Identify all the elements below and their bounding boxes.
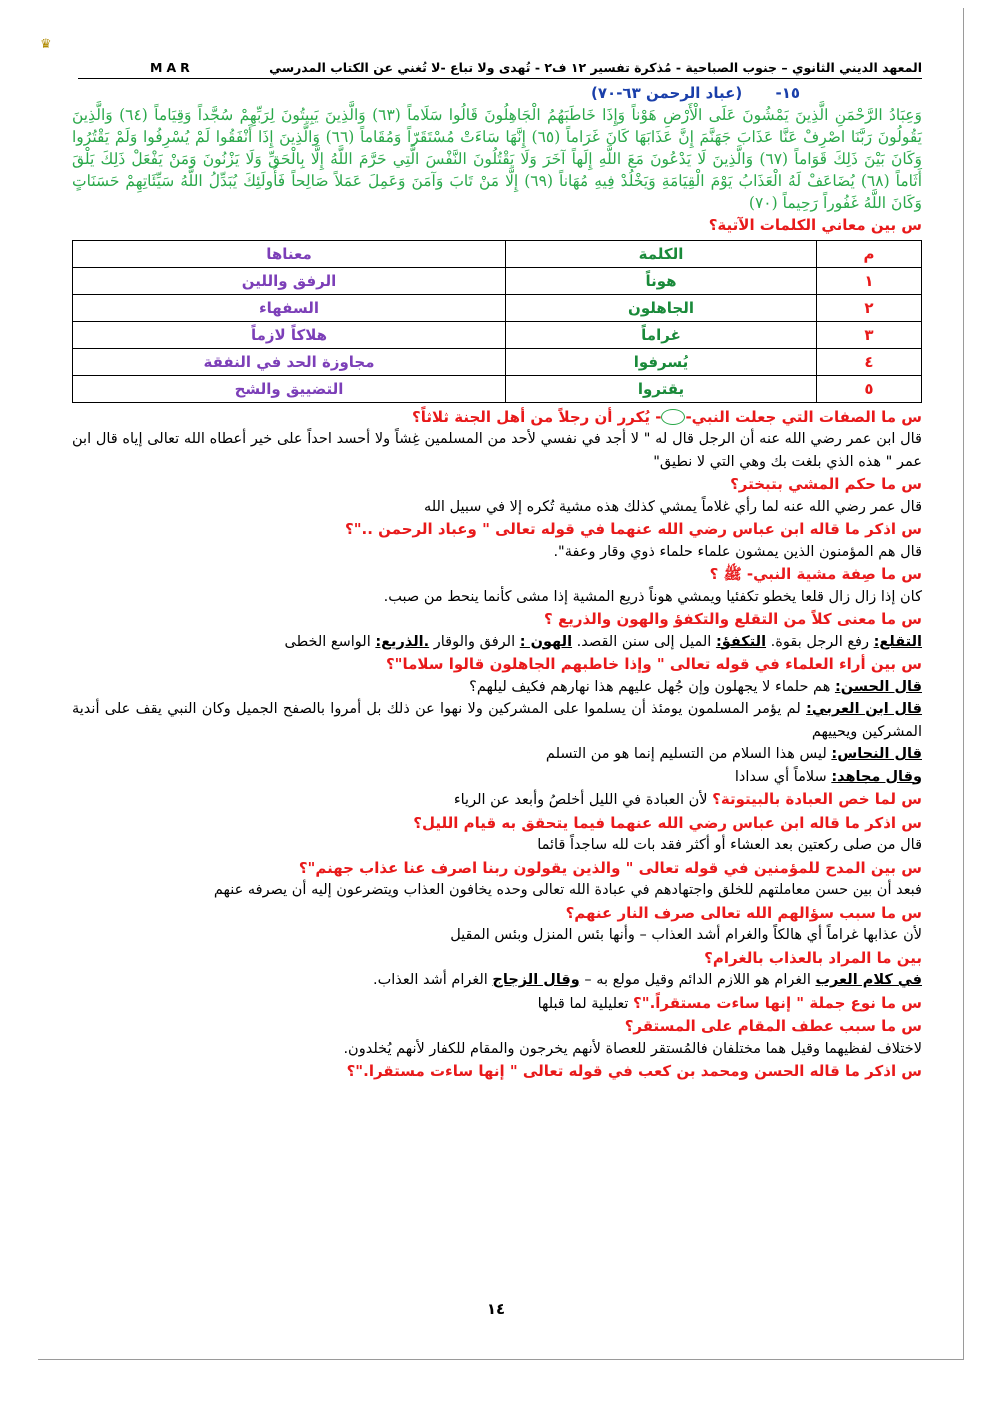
vocab-question: س بين معاني الكلمات الآتية؟ [708,216,922,234]
answer-6-arabi [72,698,922,743]
opinion-hasan: هم حلماء لا يجهلون وإن جُهل عليهم هذا نهارهم فكيف ليلهم؟ [469,678,835,695]
answer-7: لأن العبادة في الليل أخلصُ وأبعد عن الرياء [453,792,713,808]
question-12 [72,992,922,1016]
vocab-num: ١ [817,267,922,294]
vocab-row [73,321,922,348]
vocab-word: يُسرفوا [506,348,817,375]
header-title: المعهد الديني الثانوي – جنوب الصباحية - مُذكرة تفسير ١٢ ف٢ - تُهدى ولا تباع -لا تُغني عن الكتاب المدرسي [269,60,922,75]
answer-2: قال عمر رضي الله عنه لما رأي غلاماً يمشي كذلك هذه مشية تُكره إلا في سبيل الله [423,498,922,515]
vocab-header-row [73,240,922,267]
answer-1: قال ابن عمر رضي الله عنه أن الرجل قال له " لا أجد في نفسي لأحد من المسلمين غِشاً ولا أحسد احداً على خير أعطاه الله تعالى إياه قال ابن عمر " هذه الذي بلغت بك وهي التي لا نطيق" [72,431,922,470]
answer-6-mujahid [72,766,922,789]
question-9: س بين المدح للمؤمنين في قوله تعالى " والذين يقولون ربنا اصرف عنا عذاب جهنم"؟ [298,858,922,877]
vocab-meaning: السفهاء [73,294,506,321]
def-hawn: الرفق والوقار [429,633,520,650]
opinion-mujahid: سلاماً أي سدادا [734,768,832,785]
def-zajjaj: الغرام أشد العذاب. [373,972,493,988]
term-taqallu: التقلع: [873,633,922,650]
lesson-name: (عباد الرحمن ٦٣-٧٠) [591,84,743,102]
question-8: س اذكر ما قاله ابن عباس رضي الله عنهما فيما يتحقق به قيام الليل؟ [413,813,922,832]
scholar-hasan: قال الحسن: [834,678,922,695]
vocab-word: يقتروا [506,375,817,402]
vocab-row [73,294,922,321]
vocab-num: ٤ [817,348,922,375]
question-12-text: س ما نوع جملة " إنها ساءت مستقراً."؟ [633,993,922,1012]
scholar-mujahid: وقال مجاهد: [831,768,922,785]
answer-9: فبعد أن بين حسن معاملتهم للخلق واجتهادهم في عبادة الله تعالى وحده يخافون العذاب ويتضرعون إليه أن يصرفه عنهم [213,882,922,898]
lesson-number: ١٥- [775,84,800,102]
salla-calligraphy-icon [661,409,685,425]
page-header [78,58,922,79]
question-6: س بين أراء العلماء في قوله تعالى " وإذا خاطبهم الجاهلون قالوا سلاما"؟ [385,655,922,673]
question-2: س ما حكم المشي بتبختر؟ [730,475,922,493]
page-number: ١٤ [486,1300,506,1318]
answer-6-hasan [72,676,922,699]
opinion-ibn-arabi: لم يؤمر المسلمون يومئذ أن يسلموا على المشركين ولا نهوا عن ذلك بل أمروا بالصفح الجميل وكان النبي يقف على أندية المشركين ويحييهم [72,701,922,740]
vocab-row [73,375,922,402]
answer-5 [72,631,922,654]
def-taqallu: رفع الرجل بقوة. [766,633,874,650]
vocab-meaning: هلاكاً لازماً [73,321,506,348]
question-1-part-a: س ما الصفات التي جعلت النبي- [685,407,922,426]
question-10: س ما سبب سؤالهم الله تعالى صرف النار عنهم؟ [565,903,922,922]
vocab-row [73,348,922,375]
question-3: س اذكر ما قاله ابن عباس رضي الله عنهما في قوله تعالى " وعباد الرحمن .."؟ [345,520,922,538]
label-arab-speech: في كلام العرب [815,972,922,988]
term-dhari: .الذريع: [375,633,430,650]
vocab-row [73,267,922,294]
vocab-word: هوناً [506,267,817,294]
question-7 [72,788,922,812]
scholar-ibn-arabi: قال ابن العربي: [806,701,922,717]
question-13: س ما سبب عطف المقام على المستقر؟ [624,1017,922,1035]
question-5: س ما معنى كلاً من التقلع والتكفؤ والهون والذريع ؟ [544,610,922,628]
opinion-nahhas: ليس هذا السلام من التسليم إنما هو من التسلم [545,746,832,762]
vocab-meaning: التضييق والشح [73,375,506,402]
vocab-word: الجاهلون [506,294,817,321]
quran-verses: وَعِبَادُ الرَّحْمَنِ الَّذِينَ يَمْشُونَ عَلَى الْأَرْضِ هَوْناً وَإِذَا خَاطَبَهُمُ الْجَاهِلُونَ قَالُوا سَلَاماً (٦٣) وَالَّذِينَ يَبِيتُونَ لِرَبِّهِمْ سُجَّداً وَقِيَاماً (٦٤) وَالَّذِينَ يَقُولُونَ رَبَّنَا اصْرِفْ عَنَّا عَذَابَ جَهَنَّمَ إِنَّ عَذَابَهَا كَانَ غَرَاماً (٦٥) إِنَّهَا سَاءَتْ مُسْتَقَرّاً وَمُقَاماً (٦٦) وَالَّذِينَ إِذَا أَنْفَقُوا لَمْ يُسْرِفُوا وَلَمْ يَقْتُرُوا وَكَانَ بَيْنَ ذَلِكَ قَوَاماً (٦٧) وَالَّذِينَ لَا يَدْعُونَ مَعَ اللَّهِ إِلَهاً آخَرَ وَلَا يَقْتُلُونَ النَّفْسَ الَّتِي حَرَّمَ اللَّهُ إِلَّا بِالْحَقِّ وَلَا يَزْنُونَ وَمَنْ يَفْعَلْ ذَلِكَ يَلْقَ أَثَاماً (٦٨) يُضَاعَفْ لَهُ الْعَذَابُ يَوْمَ الْقِيَامَةِ وَيَخْلُدْ فِيهِ مُهَاناً (٦٩) إِلَّا مَنْ تَابَ وَآمَنَ وَعَمِلَ عَمَلاً صَالِحاً فَأُولَئِكَ يُبَدِّلُ اللَّهُ سَيِّئَاتِهِمْ حَسَنَاتٍ وَكَانَ اللَّهُ غَفُوراً رَحِيماً (٧٠) [72,106,922,212]
scholar-nahhas: قال النحاس: [831,746,922,762]
answer-8: قال من صلى ركعتين بعد العشاء أو أكثر فقد بات لله ساجداً قائما [537,837,922,853]
vocab-num: ٢ [817,294,922,321]
vocab-word: غراماً [506,321,817,348]
answer-10: لأن عذابها غراماً أي هالكاً والغرام أشد العذاب – وأنها بئس المنزل وبئس المقيل [450,927,922,943]
vocab-meaning: مجاوزة الحد في النفقة [73,348,506,375]
question-1 [72,406,922,429]
question-1-part-b: - يُكرر أن رجلاً من أهل الجنة ثلاثاً؟ [412,407,662,426]
vocab-num: ٥ [817,375,922,402]
question-4: س ما صِفة مشية النبي- ﷺ ؟ [709,565,922,583]
term-takaffu: التكفؤ: [715,633,767,650]
def-dhari: الواسع الخطى [284,633,376,650]
question-7-text: س لما خص العبادة بالبيتوتة؟ [712,790,922,808]
answer-4: كان إذا زال زال قلعا يخطو تكفئيا ويمشي هوناً ذريع المشية إذا مشى كأنما ينحط من صبب. [383,588,922,605]
vocab-num: ٣ [817,321,922,348]
crest-icon: ♛ [40,37,52,52]
vocab-header-num: م [817,240,922,267]
vocab-meaning: الرفق واللين [73,267,506,294]
def-takaffu: الميل إلى سنن القصد. [572,633,716,650]
term-hawn: الهون : [519,633,573,650]
header-code: MAR [150,60,194,75]
answer-6-nahhas [72,743,922,766]
vocab-header-meaning: معناها [73,240,506,267]
lesson-title [72,82,922,104]
label-zajjaj: وقال الزجاج [492,972,580,988]
question-14: س اذكر ما قاله الحسن ومحمد بن كعب في قوله تعالى " إنها ساءت مستقرا."؟ [346,1062,922,1080]
answer-13: لاختلاف لفظيهما وقيل هما مختلفان فالمُستقر للعصاة لأنهم يخرجون والمقام للكفار لأنهم يُخلدون. [343,1040,922,1057]
vocab-table [72,240,922,403]
answer-3: قال هم المؤمنون الذين يمشون علماء حلماء ذوي وقار وعفة". [553,543,922,560]
vocab-header-word: الكلمة [506,240,817,267]
answer-12: تعليلية لما قبلها [537,995,634,1012]
page-content [72,82,922,1083]
question-11: بين ما المراد بالعذاب بالغرام؟ [704,948,922,967]
answer-11 [72,969,922,992]
def-arab-speech: الغرام هو اللازم الدائم وقيل مولع به – [579,972,816,988]
